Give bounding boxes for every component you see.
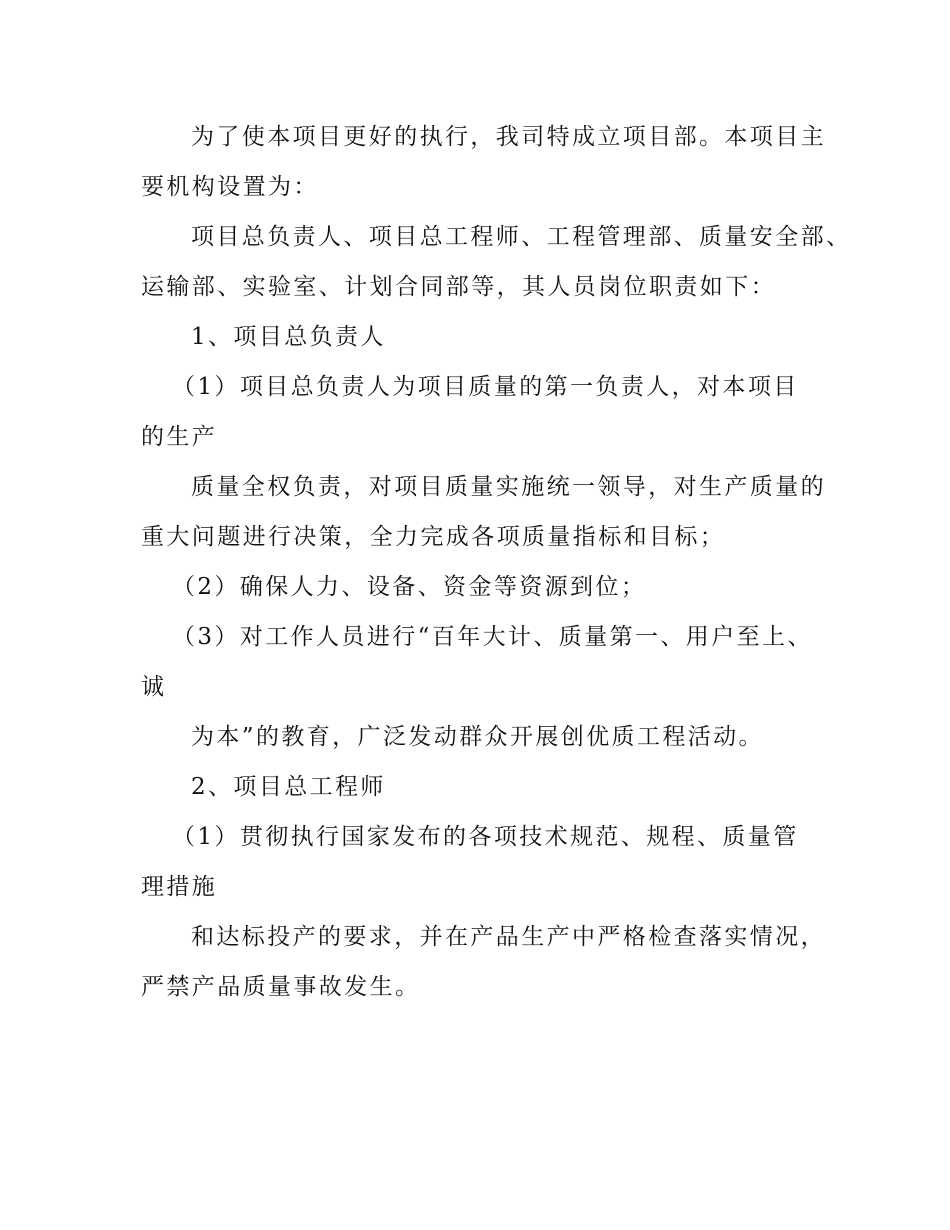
paragraph-line: （2）确保人力、设备、资金等资源到位； (172, 574, 647, 600)
paragraph-line: 运输部、实验室、计划合同部等，其人员岗位职责如下： (141, 274, 776, 300)
paragraph-line: 和达标投产的要求，并在产品生产中严格检查落实情况， (191, 924, 826, 950)
paragraph-line: 的生产 (141, 424, 218, 450)
paragraph-line: 严禁产品质量事故发生。 (141, 974, 421, 1000)
section-heading: 1、项目总负责人 (191, 324, 386, 350)
paragraph-line: 项目总负责人、项目总工程师、工程管理部、质量安全部、 (191, 224, 852, 250)
paragraph-line: 诚 (141, 674, 167, 700)
section-heading: 2、项目总工程师 (191, 774, 386, 800)
paragraph-line: 质量全权负责，对项目质量实施统一领导，对生产质量的 (191, 474, 826, 500)
paragraph-line: （1）贯彻执行国家发布的各项技术规范、规程、质量管 (172, 824, 799, 850)
paragraph-line: （1）项目总负责人为项目质量的第一负责人，对本项目 (172, 374, 799, 400)
paragraph-line: 要机构设置为： (141, 174, 319, 200)
paragraph-line: 理措施 (141, 874, 218, 900)
paragraph-line: 为了使本项目更好的执行，我司特成立项目部。本项目主 (191, 124, 826, 150)
paragraph-line: 为本”的教育，广泛发动群众开展创优质工程活动。 (191, 724, 764, 750)
paragraph-line: （3）对工作人员进行“百年大计、质量第一、用户至上、 (172, 624, 813, 650)
paragraph-line: 重大问题进行决策，全力完成各项质量指标和目标； (141, 524, 726, 550)
